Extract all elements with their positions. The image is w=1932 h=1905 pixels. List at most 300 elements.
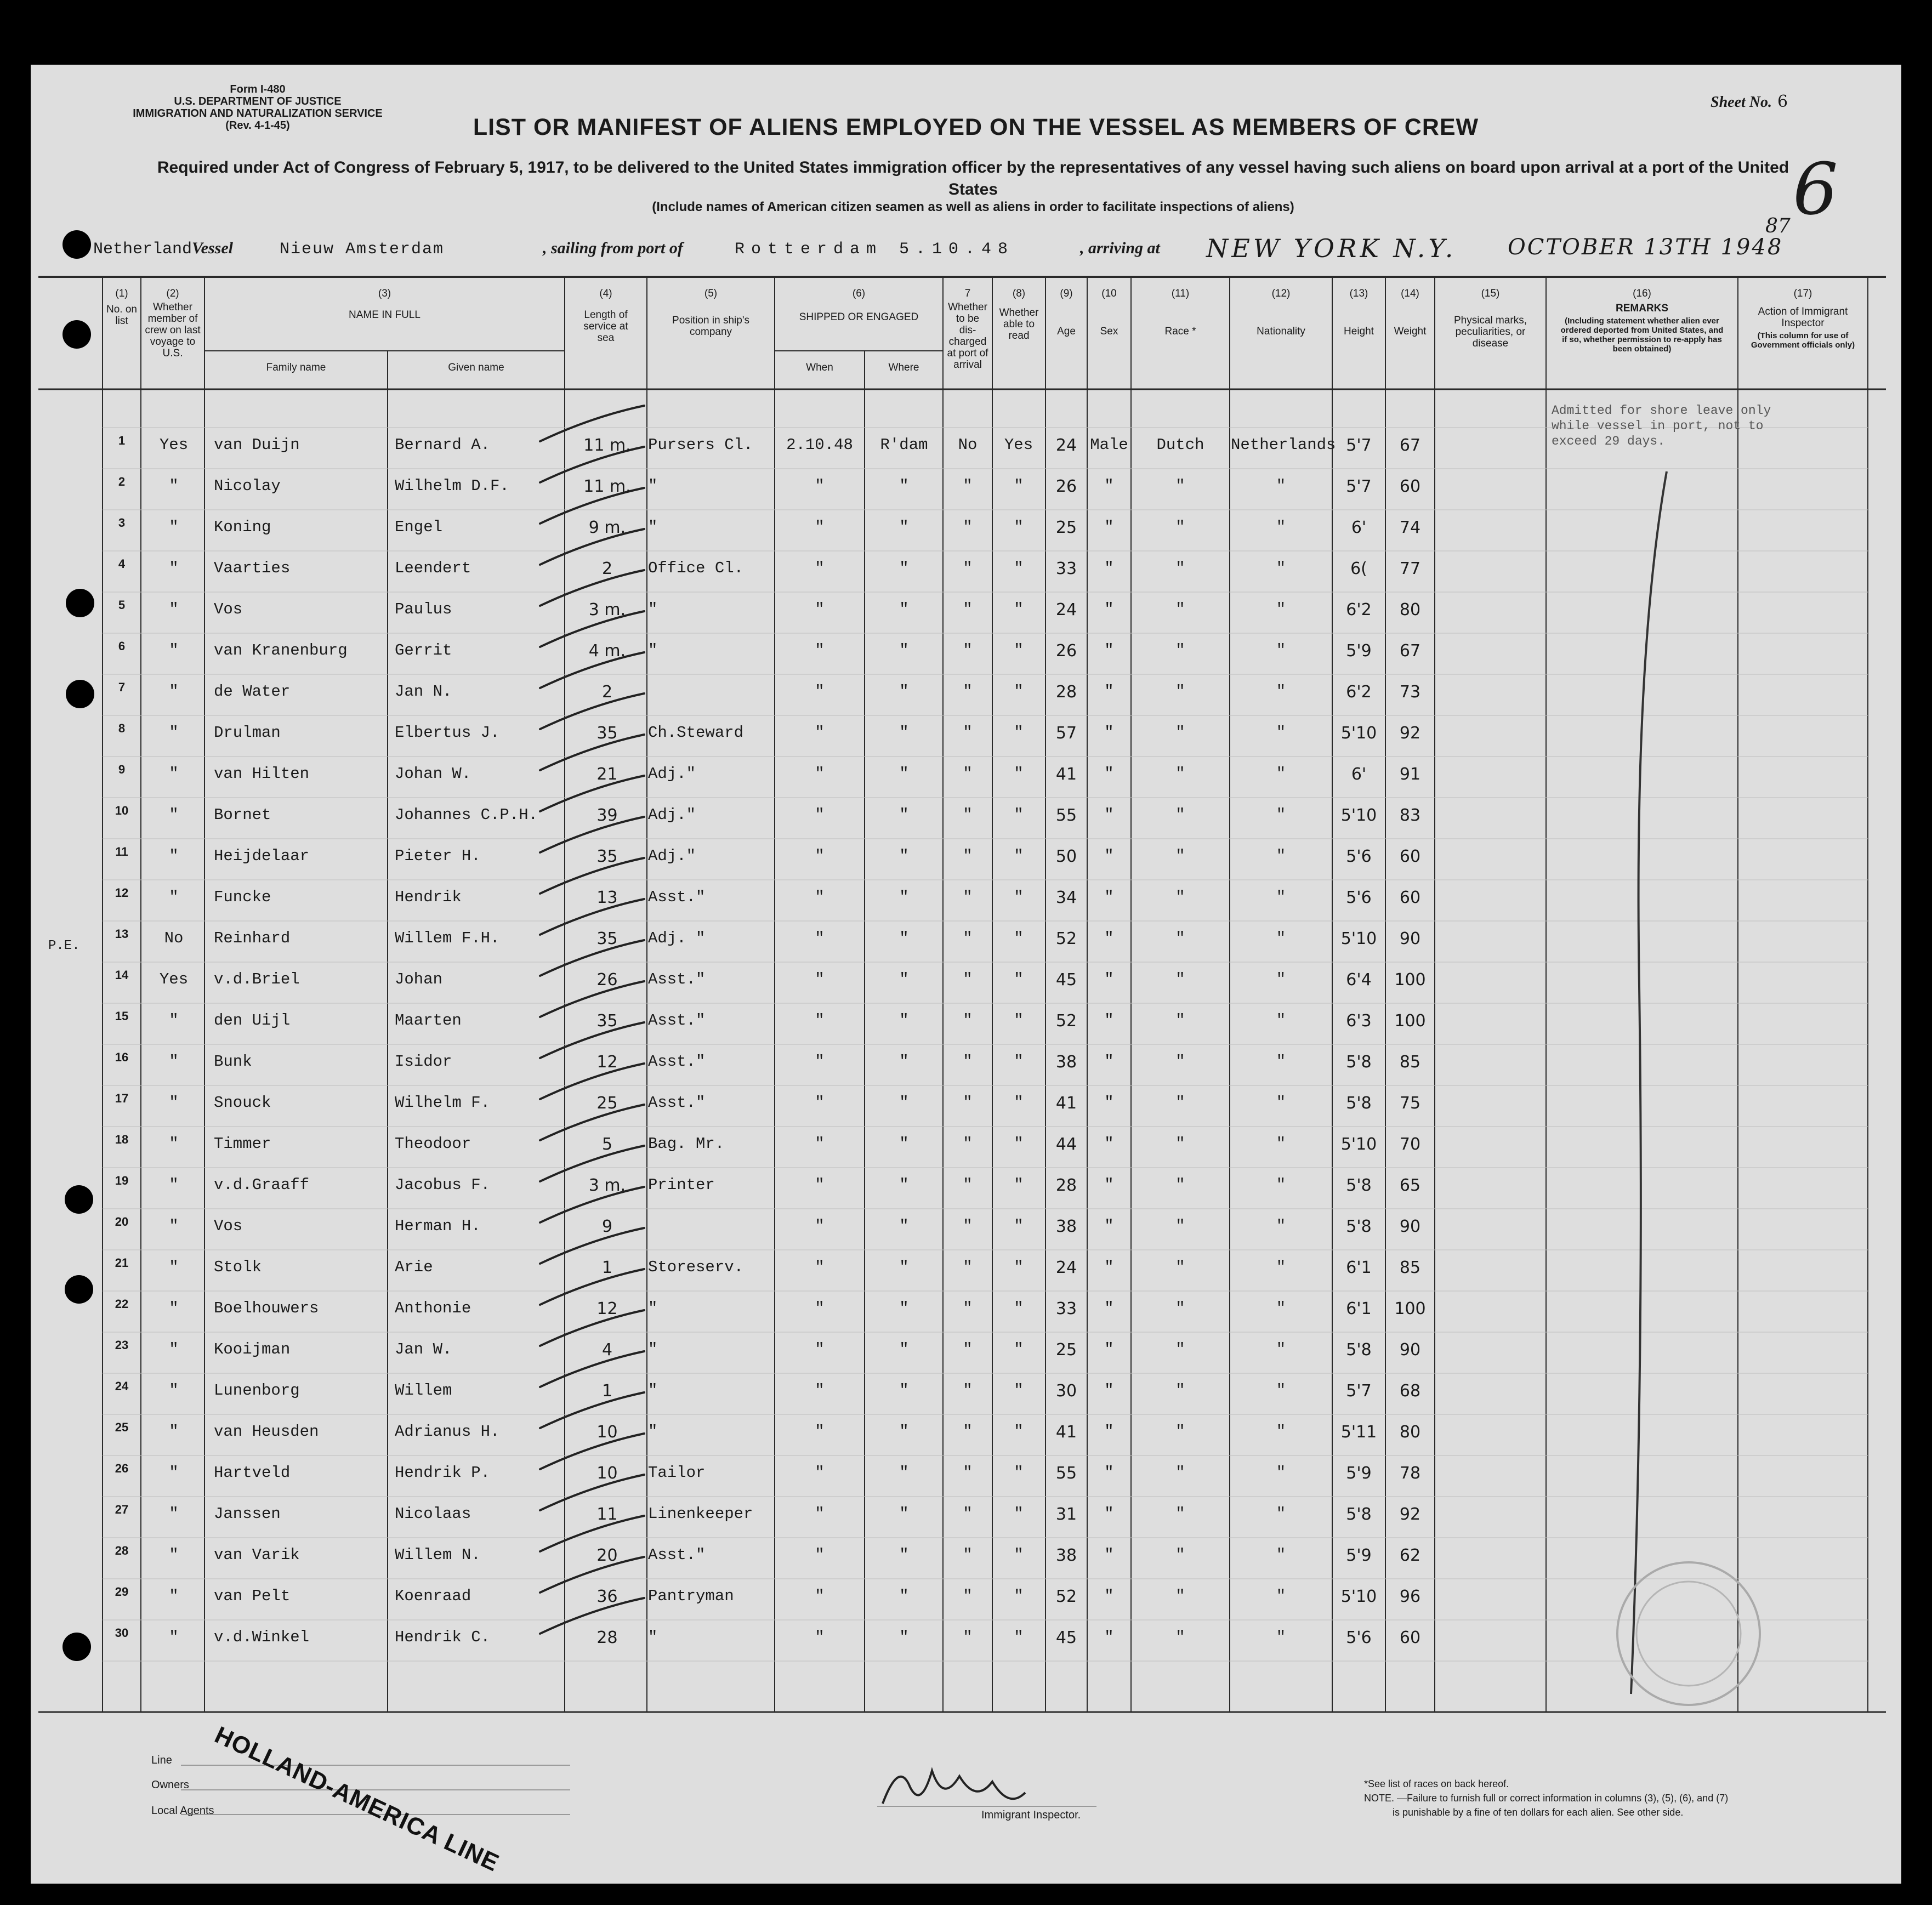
col-label: Race * (1164, 326, 1196, 337)
row-number: 19 (115, 1174, 129, 1187)
cell-position: " (648, 1628, 658, 1646)
cell-sex: " (1104, 1505, 1114, 1523)
col-label: Position in ship's company (672, 315, 749, 338)
cell-weight: 80 (1399, 600, 1421, 619)
cell-age: 52 (1055, 929, 1077, 948)
cell-given: Johannes C.P.H. (395, 806, 538, 824)
col-num: (8) (1012, 288, 1026, 299)
col-header-no (103, 288, 141, 327)
cell-weight: 96 (1399, 1587, 1421, 1606)
col-num: (5) (704, 288, 718, 299)
cell-service: 11 (596, 1505, 618, 1524)
cell-position: Adj. " (648, 929, 706, 947)
cell-nationality: " (1276, 970, 1286, 988)
cell-sex: " (1104, 1217, 1114, 1235)
cell-weight: 60 (1399, 1628, 1421, 1647)
row-number: 15 (115, 1009, 129, 1023)
cell-service: 36 (596, 1587, 618, 1606)
page-subnote: (Include names of American citizen seamen as well as aliens in order to facilitate inspections of aliens) (652, 200, 1294, 214)
cell-family: Bunk (214, 1053, 252, 1071)
cell-discharged: " (963, 1423, 973, 1441)
row-number: 24 (115, 1379, 129, 1393)
cell-sex: " (1104, 1053, 1114, 1071)
cell-height: 6' (1351, 518, 1367, 537)
cell-sex: " (1104, 1340, 1114, 1358)
cell-position: Asst." (648, 1094, 706, 1112)
cell-where: " (899, 1258, 909, 1276)
cell-age: 38 (1055, 1546, 1077, 1565)
cell-family: van Pelt (214, 1587, 291, 1605)
cell-family: Bornet (214, 806, 271, 824)
cell-where: " (899, 477, 909, 495)
cell-discharged: " (963, 1628, 973, 1646)
cell-when: " (815, 1587, 825, 1605)
cell-where: " (899, 806, 909, 824)
cell-service: 25 (596, 1094, 618, 1113)
cell-member: " (169, 1505, 179, 1523)
cell-family: Nicolay (214, 477, 281, 495)
cell-where: " (899, 929, 909, 947)
cell-when: " (815, 765, 825, 783)
cell-service: 4 (601, 1340, 613, 1360)
cell-discharged: " (963, 683, 973, 701)
row-number: 13 (115, 927, 129, 941)
cell-height: 5'6 (1346, 888, 1372, 907)
form-service: IMMIGRATION AND NATURALIZATION SERVICE (133, 107, 383, 120)
cell-race: " (1175, 1011, 1185, 1030)
cell-nationality: " (1276, 1587, 1286, 1605)
cell-position: " (648, 1299, 658, 1317)
cell-given: Adrianus H. (395, 1423, 500, 1441)
cell-when: " (815, 477, 825, 495)
remark-line: while vessel in port, not to (1552, 419, 1764, 433)
cell-race: " (1175, 683, 1185, 701)
cell-discharged: " (963, 1505, 973, 1523)
cell-read: " (1014, 1505, 1024, 1523)
col-header-remarks (1546, 288, 1738, 354)
col-header-family: Family name (266, 362, 326, 373)
cell-race: " (1175, 1587, 1185, 1605)
form-revision: (Rev. 4-1-45) (225, 120, 290, 132)
col-label: Whether member of crew on last voyage to U.S. (145, 302, 201, 359)
footer-line-label: Line (151, 1754, 172, 1766)
cell-height: 5'9 (1346, 1546, 1372, 1565)
cell-family: v.d.Winkel (214, 1628, 310, 1646)
cell-where: " (899, 1628, 909, 1646)
cell-service: 1 (601, 1258, 613, 1277)
cell-nationality: " (1276, 1135, 1286, 1153)
col-sublabel: (Including statement whether alien ever ordered deported from United States, and if so, whether permission to re-apply has been obtained) (1560, 316, 1724, 354)
cell-sex: " (1104, 1135, 1114, 1153)
cell-weight: 73 (1399, 683, 1421, 702)
cell-given: Isidor (395, 1053, 452, 1071)
cell-age: 45 (1055, 1628, 1077, 1647)
row-number: 23 (115, 1338, 129, 1352)
cell-given: Maarten (395, 1011, 462, 1030)
cell-position: Printer (648, 1176, 715, 1194)
col-label: No. on list (106, 304, 137, 327)
cell-service: 1 (601, 1381, 613, 1401)
cell-read: " (1014, 724, 1024, 742)
cell-where: " (899, 1505, 909, 1523)
cell-age: 55 (1055, 806, 1077, 825)
form-department: U.S. DEPARTMENT OF JUSTICE (174, 95, 342, 107)
cell-read: " (1014, 1299, 1024, 1317)
row-number: 6 (118, 639, 126, 653)
col-label: REMARKS (1615, 303, 1669, 314)
cell-read: " (1014, 1258, 1024, 1276)
cell-discharged: " (963, 518, 973, 536)
cell-nationality: " (1276, 1546, 1286, 1564)
cell-given: Willem N. (395, 1546, 481, 1564)
cell-sex: " (1104, 888, 1114, 906)
cell-family: Funcke (214, 888, 271, 906)
cell-sex: " (1104, 1587, 1114, 1605)
cell-sex: " (1104, 806, 1114, 824)
cell-height: 5'11 (1340, 1423, 1377, 1442)
cell-family: Boelhouwers (214, 1299, 319, 1317)
cell-family: Drulman (214, 724, 281, 742)
cell-read: " (1014, 683, 1024, 701)
cell-member: " (169, 477, 179, 495)
cell-when: " (815, 1011, 825, 1030)
cell-family: Vos (214, 1217, 243, 1235)
cell-read: " (1014, 1011, 1024, 1030)
cell-race: Dutch (1156, 436, 1204, 454)
cell-when: " (815, 1423, 825, 1441)
cell-member: " (169, 1340, 179, 1358)
arrival-port: NEW YORK N.Y. (1206, 234, 1457, 263)
cell-when: " (815, 1299, 825, 1317)
cell-discharged: " (963, 1546, 973, 1564)
cell-discharged: " (963, 1258, 973, 1276)
cell-sex: " (1104, 518, 1114, 536)
cell-race: " (1175, 1299, 1185, 1317)
cell-weight: 91 (1399, 765, 1421, 784)
cell-weight: 85 (1399, 1258, 1421, 1277)
cell-service: 13 (596, 888, 618, 907)
col-header-shipped (775, 288, 943, 323)
col-num: (15) (1481, 288, 1500, 299)
cell-nationality: " (1276, 888, 1286, 906)
cell-weight: 67 (1399, 436, 1421, 455)
remark-line: Admitted for shore leave only (1552, 403, 1771, 418)
row-number: 12 (115, 886, 129, 900)
row-number: 4 (118, 557, 126, 571)
cell-age: 52 (1055, 1587, 1077, 1606)
cell-race: " (1175, 970, 1185, 988)
cell-nationality: " (1276, 1053, 1286, 1071)
row-number: 7 (118, 680, 126, 694)
col-header-action (1738, 288, 1868, 350)
cell-age: 33 (1055, 559, 1077, 578)
cell-position: Asst." (648, 1053, 706, 1071)
cell-sex: " (1104, 1423, 1114, 1441)
cell-age: 24 (1055, 436, 1077, 455)
vessel-name: Nieuw Amsterdam (280, 240, 445, 259)
cell-family: Kooijman (214, 1340, 291, 1358)
cell-service: 2 (601, 559, 613, 578)
cell-discharged: " (963, 888, 973, 906)
col-num: (2) (166, 288, 179, 299)
cell-when: " (815, 518, 825, 536)
col-num: (11) (1171, 288, 1190, 299)
cell-member: Yes (159, 436, 189, 454)
cell-sex: " (1104, 1546, 1114, 1564)
cell-weight: 60 (1399, 888, 1421, 907)
cell-age: 38 (1055, 1053, 1077, 1072)
cell-race: " (1175, 847, 1185, 865)
cell-weight: 90 (1399, 1340, 1421, 1360)
cell-weight: 70 (1399, 1135, 1421, 1154)
cell-age: 24 (1055, 1258, 1077, 1277)
row-number: 30 (115, 1626, 129, 1640)
cell-sex: " (1104, 600, 1114, 618)
cell-family: Hartveld (214, 1464, 291, 1482)
cell-read: " (1014, 1423, 1024, 1441)
cell-nationality: " (1276, 1423, 1286, 1441)
cell-when: " (815, 847, 825, 865)
cell-race: " (1175, 1340, 1185, 1358)
cell-family: van Kranenburg (214, 641, 348, 659)
cell-given: Koenraad (395, 1587, 471, 1605)
cell-height: 5'10 (1340, 806, 1377, 825)
cell-service: 11 m. (583, 477, 631, 496)
cell-service: 10 (596, 1464, 618, 1483)
cell-weight: 75 (1399, 1094, 1421, 1113)
cell-weight: 60 (1399, 477, 1421, 496)
cell-sex: " (1104, 477, 1114, 495)
cell-race: " (1175, 765, 1185, 783)
cell-where: " (899, 600, 909, 618)
cell-discharged: " (963, 559, 973, 577)
fine-note-1: NOTE. —Failure to furnish full or correct information in columns (3), (5), (6), and (7) (1364, 1793, 1729, 1804)
cell-height: 5'10 (1340, 1587, 1377, 1606)
cell-service: 12 (596, 1299, 618, 1318)
cell-race: " (1175, 806, 1185, 824)
cell-position: " (648, 477, 658, 495)
cell-sex: " (1104, 683, 1114, 701)
cell-discharged: " (963, 1011, 973, 1030)
cell-when: " (815, 641, 825, 659)
cell-height: 5'9 (1346, 1464, 1372, 1483)
cell-where: " (899, 518, 909, 536)
cell-age: 41 (1055, 1094, 1077, 1113)
cell-read: " (1014, 888, 1024, 906)
cell-height: 5'8 (1346, 1053, 1372, 1072)
cell-race: " (1175, 1135, 1185, 1153)
cell-position: " (648, 641, 658, 659)
col-label: Whether to be dis-charged at port of arrival (947, 302, 988, 371)
fine-note-2: is punishable by a fine of ten dollars for each alien. See other side. (1393, 1807, 1684, 1818)
cell-age: 34 (1055, 888, 1077, 907)
cell-race: " (1175, 1094, 1185, 1112)
cell-member: " (169, 1176, 179, 1194)
cell-height: 5'10 (1340, 724, 1377, 743)
cell-discharged: " (963, 1587, 973, 1605)
cell-member: " (169, 847, 179, 865)
cell-family: Heijdelaar (214, 847, 310, 865)
cell-given: Herman H. (395, 1217, 481, 1235)
cell-service: 28 (596, 1628, 618, 1647)
cell-weight: 92 (1399, 724, 1421, 743)
cell-member: " (169, 1423, 179, 1441)
col-num: (10 (1101, 288, 1117, 299)
col-num: (16) (1633, 288, 1651, 299)
cell-position: " (648, 1340, 658, 1358)
cell-height: 6'2 (1346, 600, 1372, 619)
cell-age: 44 (1055, 1135, 1077, 1154)
cell-height: 5'7 (1346, 1381, 1372, 1401)
cell-service: 4 m. (588, 641, 626, 661)
cell-nationality: " (1276, 765, 1286, 783)
cell-nationality: " (1276, 1505, 1286, 1523)
cell-given: Hendrik (395, 888, 462, 906)
cell-age: 28 (1055, 683, 1077, 702)
arriving-label: , arriving at (1080, 239, 1160, 257)
cell-member: " (169, 683, 179, 701)
row-number: 20 (115, 1215, 129, 1229)
cell-race: " (1175, 1628, 1185, 1646)
cell-where: " (899, 1340, 909, 1358)
inspector-label: Immigrant Inspector. (981, 1809, 1081, 1821)
cell-family: van Heusden (214, 1423, 319, 1441)
cell-when: " (815, 970, 825, 988)
cell-where: " (899, 559, 909, 577)
cell-age: 57 (1055, 724, 1077, 743)
col-header-sex (1087, 288, 1131, 337)
remark-line: exceed 29 days. (1552, 434, 1666, 448)
cell-sex: " (1104, 1094, 1114, 1112)
cell-member: " (169, 1546, 179, 1564)
cell-discharged: " (963, 724, 973, 742)
cell-race: " (1175, 724, 1185, 742)
cell-where: " (899, 1299, 909, 1317)
cell-read: " (1014, 1135, 1024, 1153)
cell-race: " (1175, 929, 1185, 947)
cell-given: Paulus (395, 600, 452, 618)
cell-position: Pantryman (648, 1587, 734, 1605)
cell-position: " (648, 600, 658, 618)
cell-given: Hendrik C. (395, 1628, 491, 1646)
cell-where: " (899, 1011, 909, 1030)
cell-race: " (1175, 1381, 1185, 1400)
cell-where: " (899, 724, 909, 742)
cell-weight: 78 (1399, 1464, 1421, 1483)
cell-where: " (899, 1094, 909, 1112)
cell-read: " (1014, 641, 1024, 659)
cell-where: " (899, 1423, 909, 1441)
cell-service: 2 (601, 683, 613, 702)
cell-weight: 74 (1399, 518, 1421, 537)
cell-height: 5'8 (1346, 1340, 1372, 1360)
col-header-marks (1435, 288, 1546, 349)
cell-given: Elbertus J. (395, 724, 500, 742)
cell-read: " (1014, 970, 1024, 988)
cell-read: " (1014, 1381, 1024, 1400)
cell-weight: 65 (1399, 1176, 1421, 1195)
cell-discharged: " (963, 1464, 973, 1482)
cell-read: " (1014, 477, 1024, 495)
cell-position: Office Cl. (648, 559, 744, 577)
cell-where: " (899, 1587, 909, 1605)
cell-position: Asst." (648, 1546, 706, 1564)
cell-given: Nicolaas (395, 1505, 471, 1523)
cell-height: 5'8 (1346, 1094, 1372, 1113)
cell-height: 6( (1350, 559, 1367, 578)
cell-when: " (815, 1381, 825, 1400)
cell-read: Yes (1004, 436, 1033, 454)
cell-weight: 90 (1399, 929, 1421, 948)
row-number: 26 (115, 1462, 129, 1475)
cell-weight: 100 (1394, 1011, 1426, 1031)
cell-where: " (899, 683, 909, 701)
cell-nationality: " (1276, 518, 1286, 536)
cell-service: 35 (596, 1011, 618, 1031)
cell-member: " (169, 888, 179, 906)
cell-nationality: " (1276, 1176, 1286, 1194)
sailing-label: , sailing from port of (543, 239, 683, 257)
cell-race: " (1175, 1053, 1185, 1071)
cell-nationality: Netherlands (1231, 436, 1336, 454)
form-number: Form I-480 (230, 83, 286, 95)
cell-position: " (648, 518, 658, 536)
cell-discharged: " (963, 1053, 973, 1071)
cell-read: " (1014, 806, 1024, 824)
cell-read: " (1014, 929, 1024, 947)
cell-height: 5'9 (1346, 641, 1372, 661)
cell-sex: " (1104, 1258, 1114, 1276)
cell-nationality: " (1276, 1340, 1286, 1358)
cell-read: " (1014, 600, 1024, 618)
col-label: Action of Immigrant Inspector (1758, 306, 1848, 329)
cell-given: Wilhelm D.F. (395, 477, 509, 495)
cell-when: " (815, 1053, 825, 1071)
col-label: Length of service at sea (583, 309, 628, 344)
cell-where: " (899, 1053, 909, 1071)
cell-read: " (1014, 1587, 1024, 1605)
cell-weight: 100 (1394, 1299, 1426, 1318)
col-num: (12) (1271, 288, 1291, 299)
cell-when: " (815, 1505, 825, 1523)
cell-where: " (899, 970, 909, 988)
col-header-name (204, 288, 565, 321)
cell-service: 5 (601, 1135, 613, 1154)
cell-member: " (169, 724, 179, 742)
col-header-race (1131, 288, 1230, 337)
col-label: Physical marks, peculiarities, or disease (1453, 315, 1527, 349)
cell-member: " (169, 1381, 179, 1400)
cell-age: 26 (1055, 641, 1077, 661)
cell-family: van Duijn (214, 436, 300, 454)
cell-member: " (169, 1094, 179, 1112)
cell-member: " (169, 641, 179, 659)
cell-position: Pursers Cl. (648, 436, 753, 454)
cell-family: de Water (214, 683, 291, 701)
cell-nationality: " (1276, 1628, 1286, 1646)
cell-race: " (1175, 1546, 1185, 1564)
cell-race: " (1175, 1176, 1185, 1194)
cell-nationality: " (1276, 641, 1286, 659)
races-note: *See list of races on back hereof. (1364, 1778, 1509, 1789)
cell-sex: " (1104, 1628, 1114, 1646)
cell-given: Pieter H. (395, 847, 481, 865)
cell-sex: " (1104, 559, 1114, 577)
cell-when: " (815, 724, 825, 742)
cell-where: " (899, 1135, 909, 1153)
cell-sex: " (1104, 724, 1114, 742)
cell-read: " (1014, 847, 1024, 865)
